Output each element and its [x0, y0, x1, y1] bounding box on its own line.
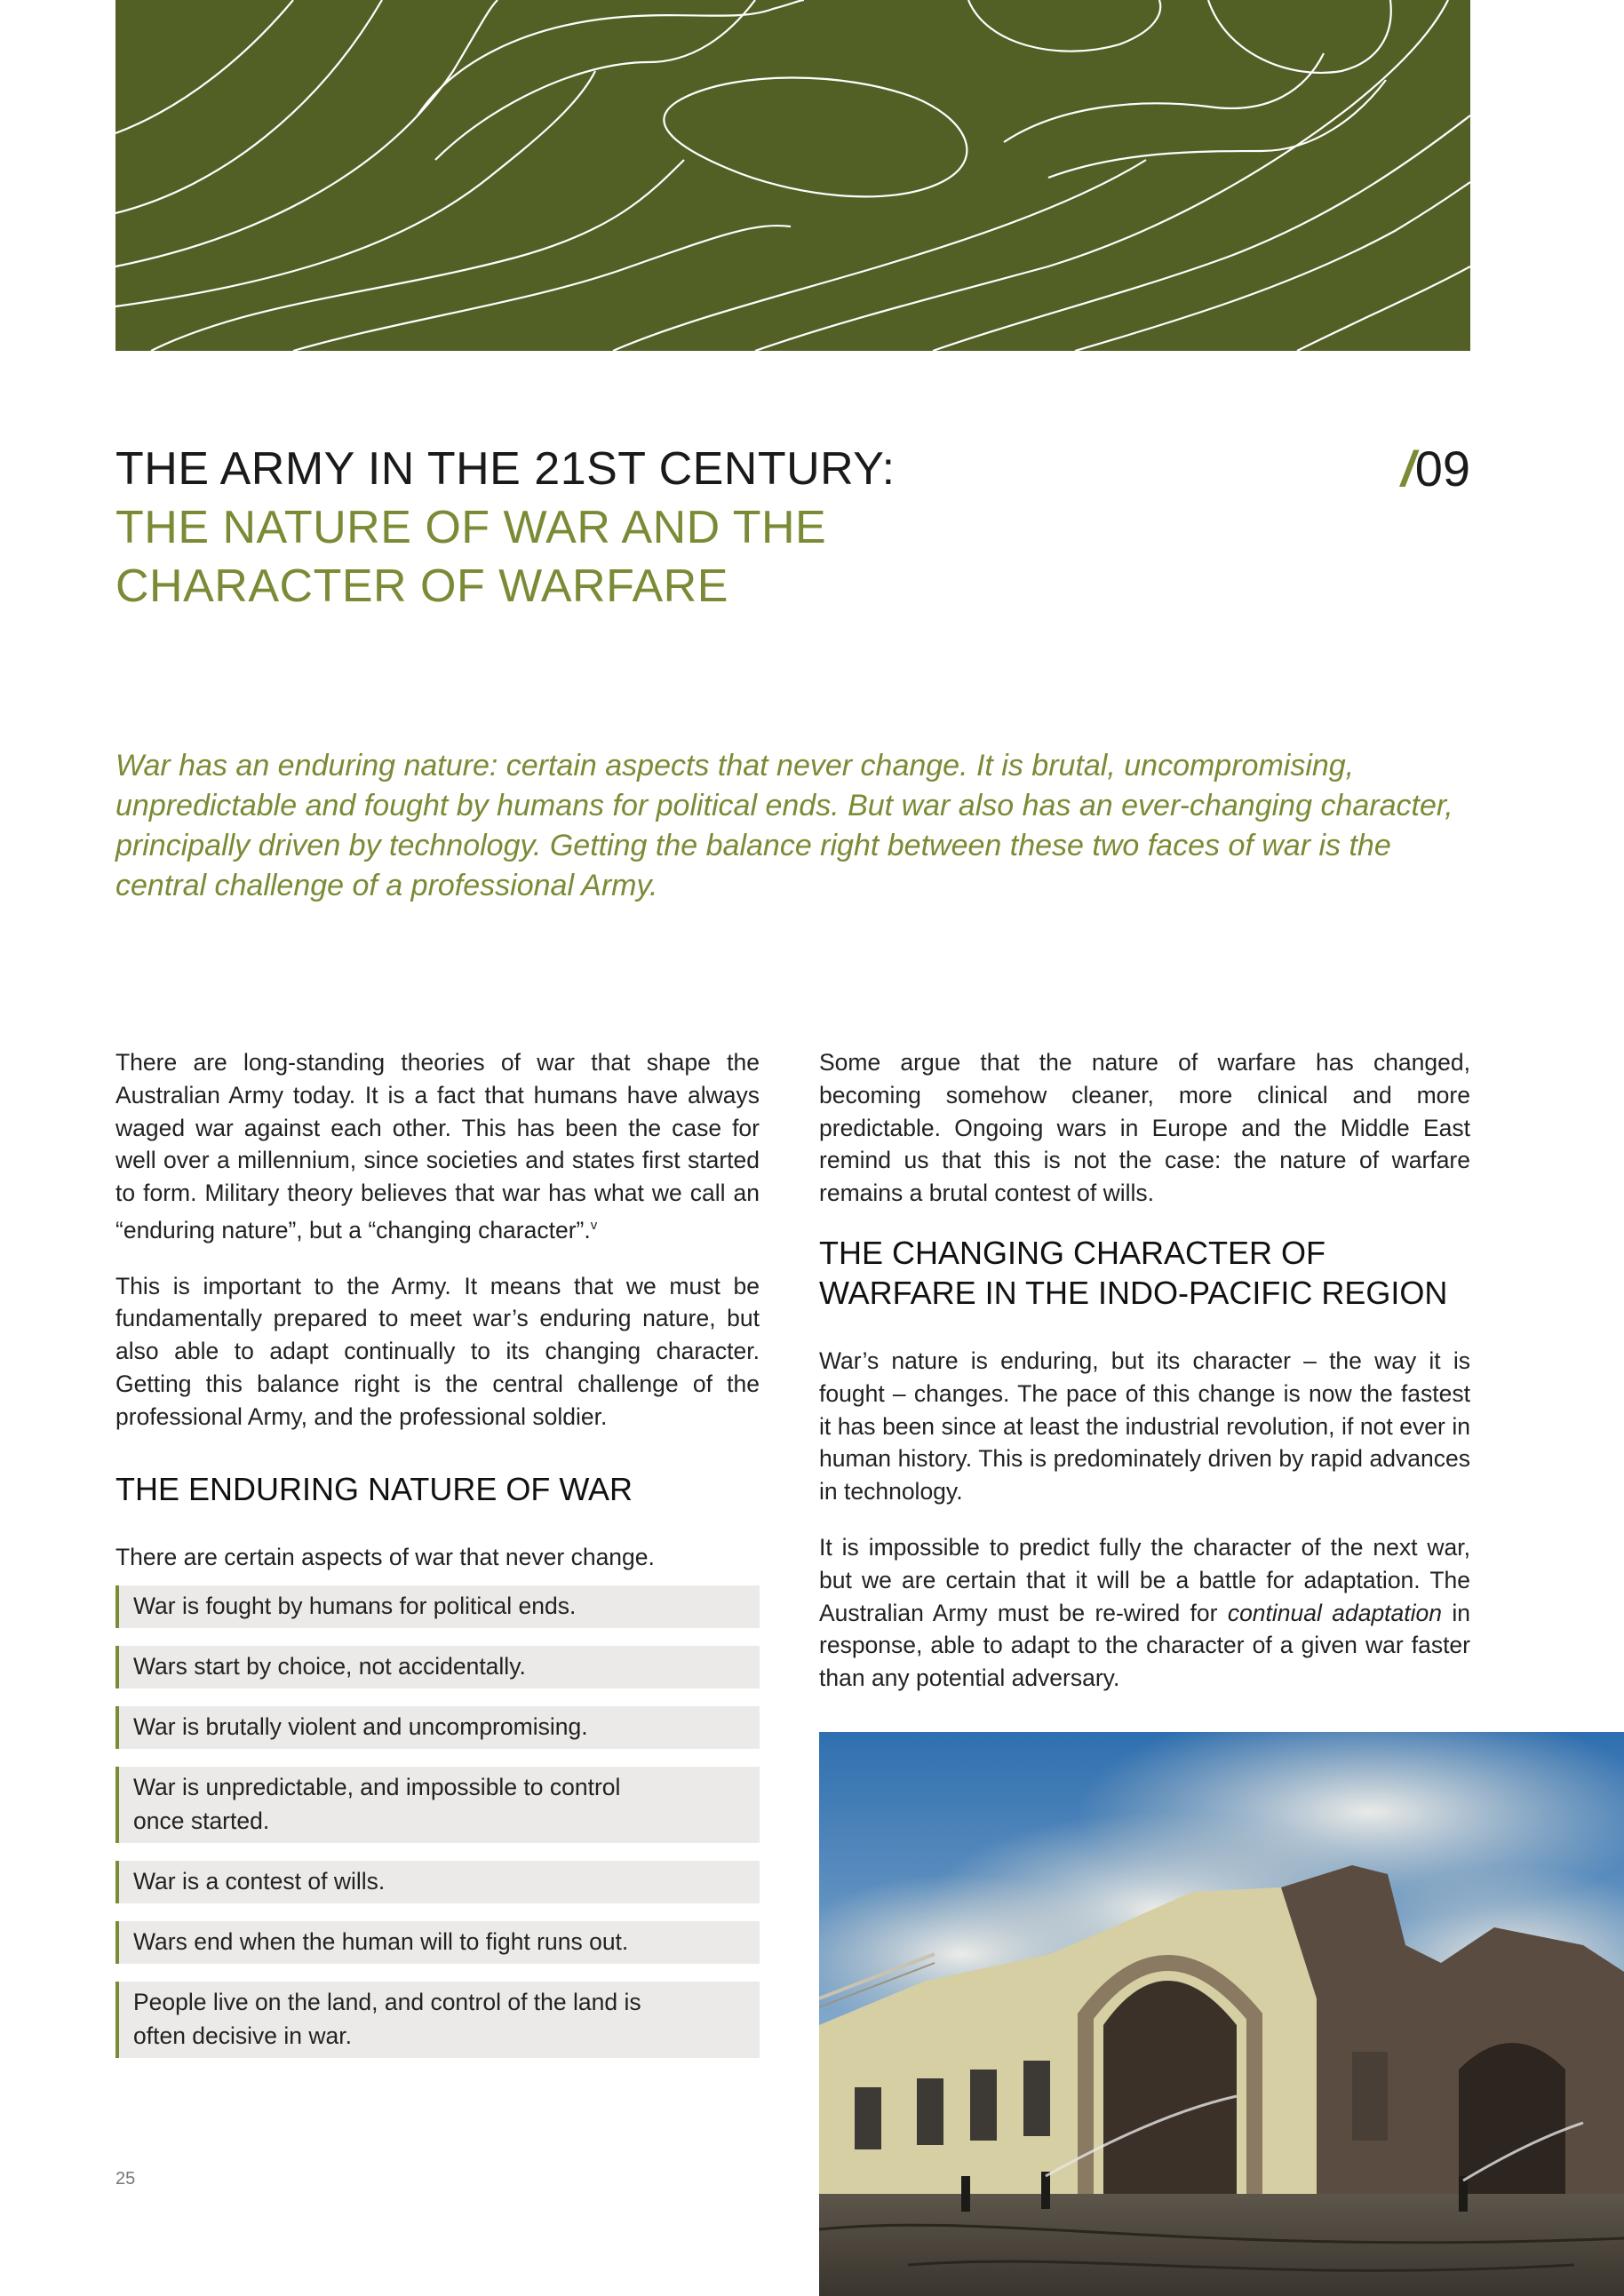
- left-paragraph-1: [115, 1046, 760, 1247]
- right-column: [819, 1046, 1470, 1718]
- fact-item: War is unpredictable, and impossible to control once started.: [115, 1767, 760, 1843]
- chapter-number-value: 09: [1414, 441, 1470, 497]
- topographic-pattern: [115, 0, 1470, 351]
- fact-item: Wars end when the human will to fight runs out.: [115, 1921, 760, 1964]
- footnote-ref: v: [590, 1217, 598, 1233]
- right-paragraph-3-emphasis: continual adaptation: [1227, 1599, 1443, 1626]
- right-paragraph-1: Some argue that the nature of warfare has changed, becoming somehow cleaner, more clinical and more predictable. Ongoing wars in Europe and the Middle East remind us that this is not the case: the nature of warfare remains a brutal contest of wills.: [819, 1049, 1470, 1207]
- facts-lead: There are certain aspects of war that never change.: [115, 1543, 655, 1570]
- contour-banner: [115, 0, 1470, 351]
- right-paragraph-2: War’s nature is enduring, but its character – the way it is fought – changes. The pace of this change is now the fastest it has been since at least the industrial revolution, if not ever in human history. This is predominately driven by rapid advances in technology.: [819, 1347, 1470, 1506]
- title-line-1: THE ARMY IN THE 21ST CENTURY:: [115, 443, 896, 495]
- fact-item: War is fought by humans for political ends.: [115, 1585, 760, 1628]
- section-heading-enduring: THE ENDURING NATURE OF WAR: [115, 1470, 633, 1507]
- right-paragraph-3-b: in response, able to adapt to the character of a given war faster than any potential adversary.: [819, 1599, 1470, 1692]
- photo-illustration: [819, 1732, 1624, 2296]
- title-line-2: THE NATURE OF WAR AND THE: [115, 502, 827, 553]
- enduring-facts-list: [115, 1585, 760, 2058]
- right-paragraph-3: [819, 1531, 1470, 1695]
- burning-building-photo: [819, 1732, 1624, 2296]
- section-heading-changing: THE CHANGING CHARACTER OF WARFARE IN THE INDO-PACIFIC REGION: [819, 1234, 1448, 1311]
- chapter-title: [115, 440, 1004, 616]
- left-paragraph-2: This is important to the Army. It means that we must be fundamentally prepared to meet war’s enduring nature, but also able to adapt continually to its changing character. Getting this balance right is the central challenge of the professional Army, and the professional soldier.: [115, 1272, 760, 1430]
- left-column: [115, 1046, 760, 2076]
- right-paragraph-3-a: It is impossible to predict fully the character of the next war, but we are certain that it will be a battle for adaptation. The Australian Army must be re-wired for: [819, 1533, 1470, 1626]
- left-paragraph-1-text: There are long-standing theories of war that shape the Australian Army today. It is a fact that humans have always waged war against each other. This has been the case for well over a millennium, since societies and states first started to form. Military theory believes that war has what we call an “enduring nature”, but a “changing character”.: [115, 1049, 760, 1243]
- fact-item: War is a contest of wills.: [115, 1861, 760, 1903]
- fact-item: People live on the land, and control of the land is often decisive in war.: [115, 1982, 760, 2058]
- fact-item: Wars start by choice, not accidentally.: [115, 1646, 760, 1688]
- fact-item: War is brutally violent and uncompromising.: [115, 1706, 760, 1749]
- intro-quote: War has an enduring nature: certain aspects that never change. It is brutal, uncompromising, unpredictable and fought by humans for political ends. But war also has an ever-changing character, principally driven by technology. Getting the balance right between these two faces of war is the central challenge of a professional Army.: [115, 749, 1453, 902]
- page-number: 25: [115, 2169, 136, 2189]
- title-line-3: CHARACTER OF WARFARE: [115, 560, 728, 612]
- chapter-slash: /: [1401, 441, 1415, 497]
- chapter-number: [1401, 440, 1470, 498]
